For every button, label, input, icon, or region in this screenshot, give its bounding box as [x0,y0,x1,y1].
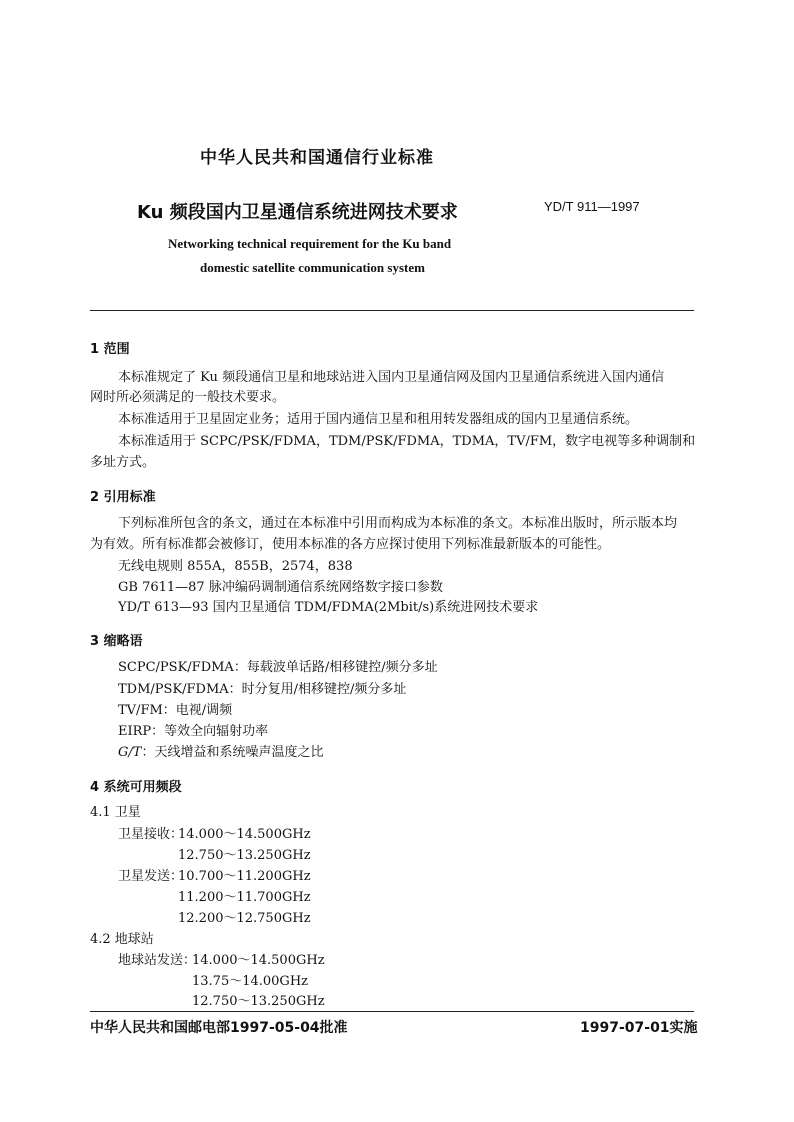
frequency-range: 12.750～13.250GHz [192,994,325,1009]
frequency-range: 12.200～12.750GHz [178,911,311,926]
en-title-line1: Networking technical requirement for the Ku band [168,236,452,251]
approval-line: 中华人民共和国邮电部1997-05-04批准 [90,1020,348,1036]
abbreviation-item: TDM/PSK/FDMA：时分复用/相移键控/频分多址 [118,682,407,697]
abbreviation-item: SCPC/PSK/FDMA：每载波单话路/相移键控/频分多址 [118,660,438,675]
s1-p3-line1: 本标准适用于 SCPC/PSK/FDMA，TDM/PSK/FDMA，TDMA，TV/FM，数字电视等多种调制和 [118,434,696,449]
earth-station-transmit-label: 地球站发送： [118,953,197,968]
en-title-line2: domestic satellite communication system [200,260,425,275]
frequency-range: 12.750～13.250GHz [178,848,311,863]
section-3-heading: 3 缩略语 [90,634,143,649]
gt-definition: ：天线增益和系统噪声温度之比 [141,745,324,760]
frequency-range: 10.700～11.200GHz [178,869,311,884]
reference-item: YD/T 613—93 国内卫星通信 TDM/FDMA(2Mbit/s)系统进网技术要求 [118,600,539,615]
section-4-heading: 4 系统可用频段 [90,780,182,795]
effective-date: 1997-07-01实施 [580,1020,698,1036]
frequency-range: 13.75～14.00GHz [192,974,309,989]
reference-item: 无线电规则 855A，855B，2574，838 [118,559,353,574]
s1-p2: 本标准适用于卫星固定业务；适用于国内通信卫星和租用转发器组成的国内卫星通信系统。 [118,412,639,427]
org-title: 中华人民共和国通信行业标准 [200,148,434,168]
satellite-transmit-label: 卫星发送： [118,869,184,884]
frequency-range: 11.200～11.700GHz [178,890,311,905]
doc-title: Ku 频段国内卫星通信系统进网技术要求 [137,202,458,223]
s1-p3-line2: 多址方式。 [90,455,156,470]
section-4-1-heading: 4.1 卫星 [90,805,141,820]
s1-p1-line2: 网时所必须满足的一般技术要求。 [90,390,286,405]
abbreviation-item: EIRP：等效全向辐射功率 [118,724,269,739]
satellite-receive-label: 卫星接收： [118,827,184,842]
section-2-heading: 2 引用标准 [90,490,156,505]
s2-p1-line1: 下列标准所包含的条文，通过在本标准中引用而构成为本标准的条文。本标准出版时，所示版本均 [118,516,678,531]
top-divider [90,310,694,311]
abbreviation-item-gt [118,742,323,764]
gt-symbol: G/T [118,745,142,760]
section-1-heading: 1 范围 [90,342,130,357]
frequency-range: 14.000～14.500GHz [178,827,311,842]
s2-p1-line2: 为有效。所有标准都会被修订，使用本标准的各方应探讨使用下列标准最新版本的可能性。 [90,537,611,552]
frequency-range: 14.000～14.500GHz [192,953,325,968]
reference-item: GB 7611—87 脉冲编码调制通信系统网络数字接口参数 [118,580,443,595]
doc-number: YD/T 911—1997 [544,199,640,214]
s1-p1-line1: 本标准规定了 Ku 频段通信卫星和地球站进入国内卫星通信网及国内卫星通信系统进入国内通信 [118,370,665,385]
bottom-divider [90,1011,694,1012]
abbreviation-item: TV/FM：电视/调频 [118,703,233,718]
section-4-2-heading: 4.2 地球站 [90,932,154,947]
